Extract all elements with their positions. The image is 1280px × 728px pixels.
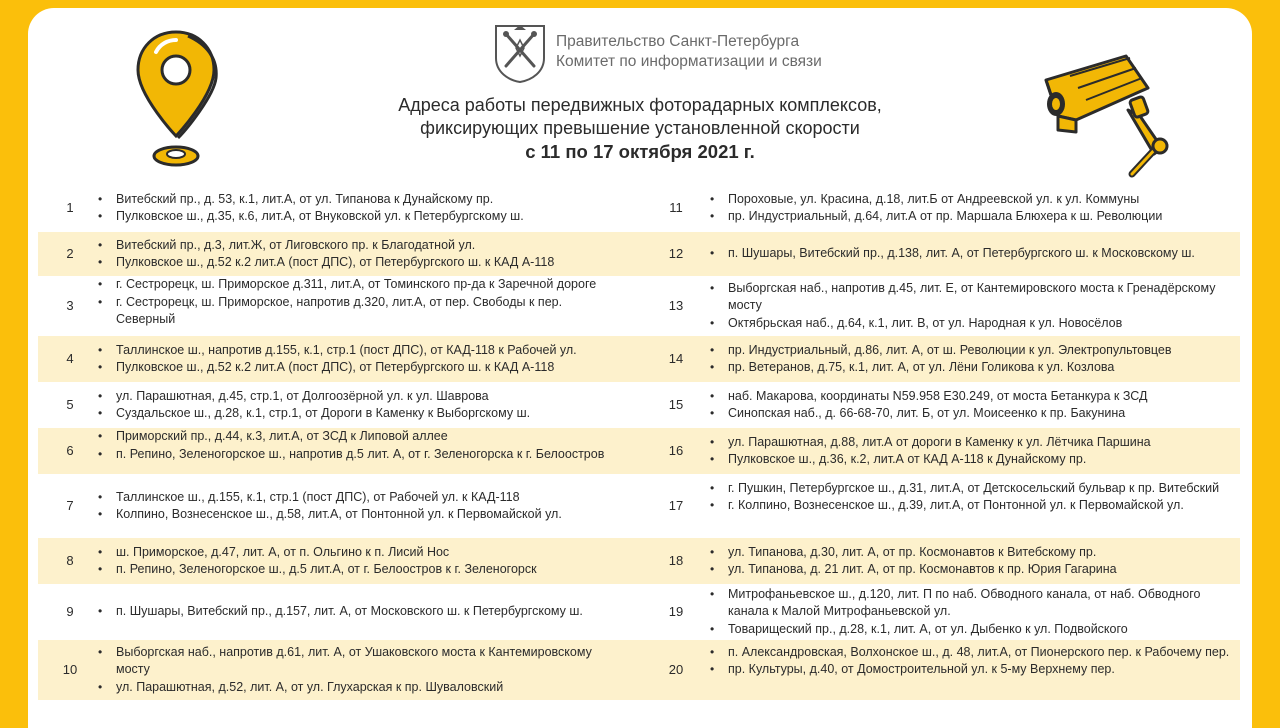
row-number: 12 [668,246,684,261]
address-item: • Пулковское ш., д.35, к.6, лит.А, от Внуковской ул. к Петербургскому ш. [92,208,616,226]
org-line-2: Комитет по информатизации и связи [556,53,822,70]
address-cell [92,489,616,524]
address-cell [92,237,616,272]
organization-name [556,32,822,72]
row-number: 14 [668,351,684,366]
row-number: 8 [66,553,74,568]
address-item: • Пулковское ш., д.52 к.2 лит.А (пост ДПС), от Петербургского ш. к КАД А-118 [92,359,616,377]
row-number: 4 [66,351,74,366]
address-cell [92,544,616,579]
address-item: • Митрофаньевское ш., д.120, лит. П по наб. Обводного канала, от наб. Обводного канала к Малой Митрофаньевской ул. [704,586,1238,621]
row-number: 17 [668,498,684,513]
address-item: • ш. Приморское, д.47, лит. А, от п. Ольгино к п. Лисий Нос [92,544,616,562]
address-item: • Колпино, Вознесенское ш., д.58, лит.А, от Понтонной ул. к Первомайской ул. [92,506,616,524]
row-number: 11 [669,200,683,215]
address-item: • ул. Типанова, д.30, лит. А, от пр. Космонавтов к Витебскому пр. [704,544,1238,562]
table-row [38,584,1240,640]
address-cell [92,388,616,423]
address-cell [92,428,616,463]
row-number: 15 [668,397,684,412]
org-line-1: Правительство Санкт-Петербурга [556,33,800,50]
address-item: • г. Колпино, Вознесенское ш., д.39, лит.А, от Понтонной ул. к Первомайской ул. [704,497,1238,515]
address-cell [704,280,1238,333]
address-cell [704,644,1238,679]
address-item: • ул. Типанова, д. 21 лит. А, от пр. Космонавтов к пр. Юрия Гагарина [704,561,1238,579]
address-item: • п. Шушары, Витебский пр., д.157, лит. А, от Московского ш. к Петербургскому ш. [92,603,616,621]
row-number: 16 [668,443,684,458]
map-pin-icon [126,26,226,176]
address-cell [704,342,1238,377]
address-item: • п. Репино, Зеленогорское ш., д.5 лит.А, от г. Белоостров к г. Зеленогорск [92,561,616,579]
address-item: • ул. Парашютная, д.52, лит. А, от ул. Глухарская к пр. Шуваловский [92,679,616,697]
address-item: • ул. Парашютная, д.88, лит.А от дороги в Каменку к ул. Лётчика Паршина [704,434,1238,452]
address-cell [92,191,616,226]
row-number: 13 [668,298,684,313]
address-cell [704,434,1238,469]
address-item: • Синопская наб., д. 66-68-70, лит. Б, от ул. Моисеенко к пр. Бакунина [704,405,1238,423]
table-row [38,336,1240,382]
table-row [38,184,1240,232]
address-cell [704,586,1238,639]
address-item: • пр. Индустриальный, д.86, лит. А, от ш. Революции к ул. Электропультовцев [704,342,1238,360]
row-number: 5 [66,397,74,412]
row-number: 9 [66,604,74,619]
address-cell [92,342,616,377]
address-cell [704,388,1238,423]
address-item: • Пулковское ш., д.36, к.2, лит.А от КАД А-118 к Дунайскому пр. [704,451,1238,469]
address-item: • п. Александровская, Волхонское ш., д. 48, лит.А, от Пионерского пер. к Рабочему пер. [704,644,1238,662]
title-date-range: с 11 по 17 октября 2021 г. [525,141,755,162]
row-number: 19 [668,604,684,619]
address-item: • Таллинское ш., напротив д.155, к.1, стр.1 (пост ДПС), от КАД-118 к Рабочей ул. [92,342,616,360]
table-row [38,640,1240,700]
address-item: • г. Сестрорецк, ш. Приморское, напротив д.320, лит.А, от пер. Свободы к пер. Северный [92,294,616,329]
address-item: • Товарищеский пр., д.28, к.1, лит. А, от ул. Дыбенко к ул. Подвойского [704,621,1238,639]
table-row [38,382,1240,428]
address-item: • Выборгская наб., напротив д.61, лит. А, от Ушаковского моста к Кантемировскому мосту [92,644,616,679]
address-item: • п. Репино, Зеленогорское ш., напротив д.5 лит. А, от г. Зеленогорска к г. Белоостров [92,446,616,464]
address-cell [92,644,616,697]
address-item: • Суздальское ш., д.28, к.1, стр.1, от Дороги в Каменку к Выборгскому ш. [92,405,616,423]
address-item: • Приморский пр., д.44, к.3, лит.А, от ЗСД к Липовой аллее [92,428,616,446]
row-number: 20 [668,662,684,677]
row-number: 10 [62,662,78,677]
title-line-1: Адреса работы передвижных фоторадарных комплексов, [398,95,882,115]
address-item: • Выборгская наб., напротив д.45, лит. Е, от Кантемировского моста к Гренадёрскому мосту [704,280,1238,315]
table-row [38,538,1240,584]
table-row [38,276,1240,336]
address-item: • Витебский пр., д. 53, к.1, лит.А, от ул. Типанова к Дунайскому пр. [92,191,616,209]
address-item: • пр. Ветеранов, д.75, к.1, лит. А, от ул. Лёни Голикова к ул. Козлова [704,359,1238,377]
address-item: • ул. Парашютная, д.45, стр.1, от Долгоозёрной ул. к ул. Шаврова [92,388,616,406]
address-cell [704,544,1238,579]
row-number: 2 [66,246,74,261]
address-item: • наб. Макарова, координаты N59.958 E30.249, от моста Бетанкура к ЗСД [704,388,1238,406]
address-item: • пр. Индустриальный, д.64, лит.А от пр. Маршала Блюхера к ш. Революции [704,208,1238,226]
table-row [38,232,1240,276]
spb-coat-of-arms-icon [492,22,548,84]
header [28,8,1252,188]
title-line-2: фиксирующих превышение установленной скорости [420,118,860,138]
address-item: • Пороховые, ул. Красина, д.18, лит.Б от Андреевской ул. к ул. Коммуны [704,191,1238,209]
address-item: • Октябрьская наб., д.64, к.1, лит. В, от ул. Народная к ул. Новосёлов [704,315,1238,333]
row-number: 3 [66,298,74,313]
table-row [38,428,1240,474]
content-card [28,8,1252,728]
address-cell [704,245,1238,263]
row-number: 7 [66,498,74,513]
address-item: • пр. Культуры, д.40, от Домостроительной ул. к 5-му Верхнему пер. [704,661,1238,679]
address-item: • г. Пушкин, Петербургское ш., д.31, лит.А, от Детскосельский бульвар к пр. Витебский [704,480,1238,498]
row-number: 18 [668,553,684,568]
address-cell [92,276,616,329]
page-title [228,94,1052,163]
row-number: 6 [66,443,74,458]
address-item: • г. Сестрорецк, ш. Приморское д.311, лит.А, от Томинского пр-да к Заречной дороге [92,276,616,294]
address-item: • Пулковское ш., д.52 к.2 лит.А (пост ДПС), от Петербургского ш. к КАД А-118 [92,254,616,272]
row-number: 1 [66,200,74,215]
address-item: • Таллинское ш., д.155, к.1, стр.1 (пост ДПС), от Рабочей ул. к КАД-118 [92,489,616,507]
address-cell [704,480,1238,515]
address-item: • Витебский пр., д.3, лит.Ж, от Лиговского пр. к Благодатной ул. [92,237,616,255]
speed-camera-icon [1036,50,1176,182]
address-cell [704,191,1238,226]
address-item: • п. Шушары, Витебский пр., д.138, лит. А, от Петербургского ш. к Московскому ш. [704,245,1238,263]
table-row [38,474,1240,538]
address-cell [92,603,616,621]
